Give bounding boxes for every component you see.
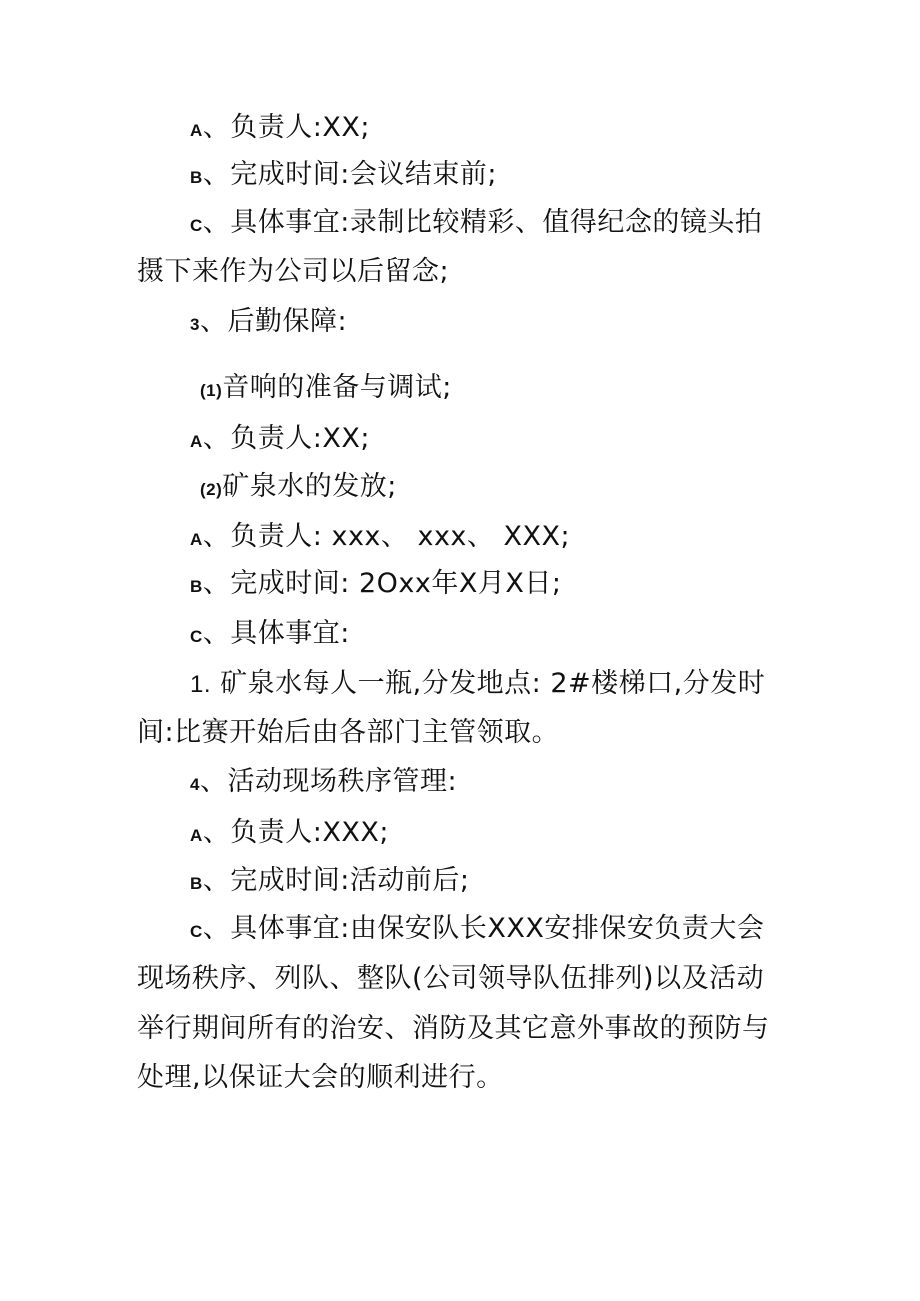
item-marker: 4	[190, 775, 200, 794]
text-line	[200, 370, 452, 409]
line-text: 、负责人: xxx、 xxx、 XXX;	[202, 521, 571, 552]
line-text: 、后勤保障:	[199, 306, 348, 337]
text-line	[137, 1011, 770, 1050]
line-text: 、负责人:XX;	[202, 112, 370, 143]
line-text: 间:比赛开始后由各部门主管领取。	[137, 717, 560, 748]
line-text: 矿泉水的发放;	[222, 471, 397, 502]
text-line	[190, 815, 389, 854]
text-line	[190, 911, 764, 950]
text-line	[190, 566, 561, 605]
text-line	[190, 863, 469, 902]
line-text: 举行期间所有的治安、消防及其它意外事故的预防与	[137, 1013, 770, 1044]
text-line	[190, 616, 350, 655]
text-line	[137, 1060, 504, 1099]
line-text: 摄下来作为公司以后留念;	[137, 256, 450, 287]
item-marker: C	[190, 216, 203, 235]
section-heading	[190, 764, 457, 803]
item-marker: A	[190, 530, 203, 549]
item-marker: (1)	[200, 381, 223, 400]
line-text: 、完成时间:会议结束前;	[202, 159, 497, 190]
item-marker: C	[190, 627, 203, 646]
line-text: 、完成时间: 2Oxx年X月X日;	[202, 568, 562, 599]
item-marker: B	[190, 168, 203, 187]
item-marker: A	[190, 121, 203, 140]
text-line	[137, 254, 449, 293]
line-text: 、完成时间:活动前后;	[202, 865, 470, 896]
item-marker: 1.	[190, 671, 212, 698]
text-line	[190, 421, 370, 460]
item-marker: A	[190, 432, 203, 451]
line-text: 处理,以保证大会的顺利进行。	[137, 1062, 504, 1093]
text-line	[190, 666, 765, 703]
line-text: 、具体事宜:由保安队长XXX安排保安负责大会	[202, 913, 765, 944]
item-marker: B	[190, 577, 203, 596]
text-line	[200, 469, 397, 508]
item-marker: 3	[190, 315, 200, 334]
item-marker: (2)	[200, 480, 223, 499]
line-text: 音响的准备与调试;	[222, 372, 452, 403]
item-marker: C	[190, 922, 203, 941]
line-text: 、具体事宜:录制比较精彩、值得纪念的镜头拍	[202, 207, 763, 238]
line-text: 、具体事宜:	[202, 618, 350, 649]
line-text: 矿泉水每人一瓶,分发地点: 2#楼梯口,分发时	[211, 668, 766, 699]
text-line	[190, 110, 370, 149]
section-heading	[190, 304, 347, 343]
text-line	[190, 519, 570, 558]
line-text: 、活动现场秩序管理:	[199, 766, 458, 797]
item-marker: A	[190, 826, 203, 845]
item-marker: B	[190, 874, 203, 893]
text-line	[137, 715, 559, 754]
line-text: 现场秩序、列队、整队(公司领导队伍排列)以及活动	[137, 963, 765, 994]
text-line	[190, 157, 497, 196]
text-line	[137, 961, 764, 1000]
line-text: 、负责人:XX;	[202, 423, 370, 454]
line-text: 、负责人:XXX;	[202, 817, 389, 848]
text-line	[190, 205, 762, 244]
